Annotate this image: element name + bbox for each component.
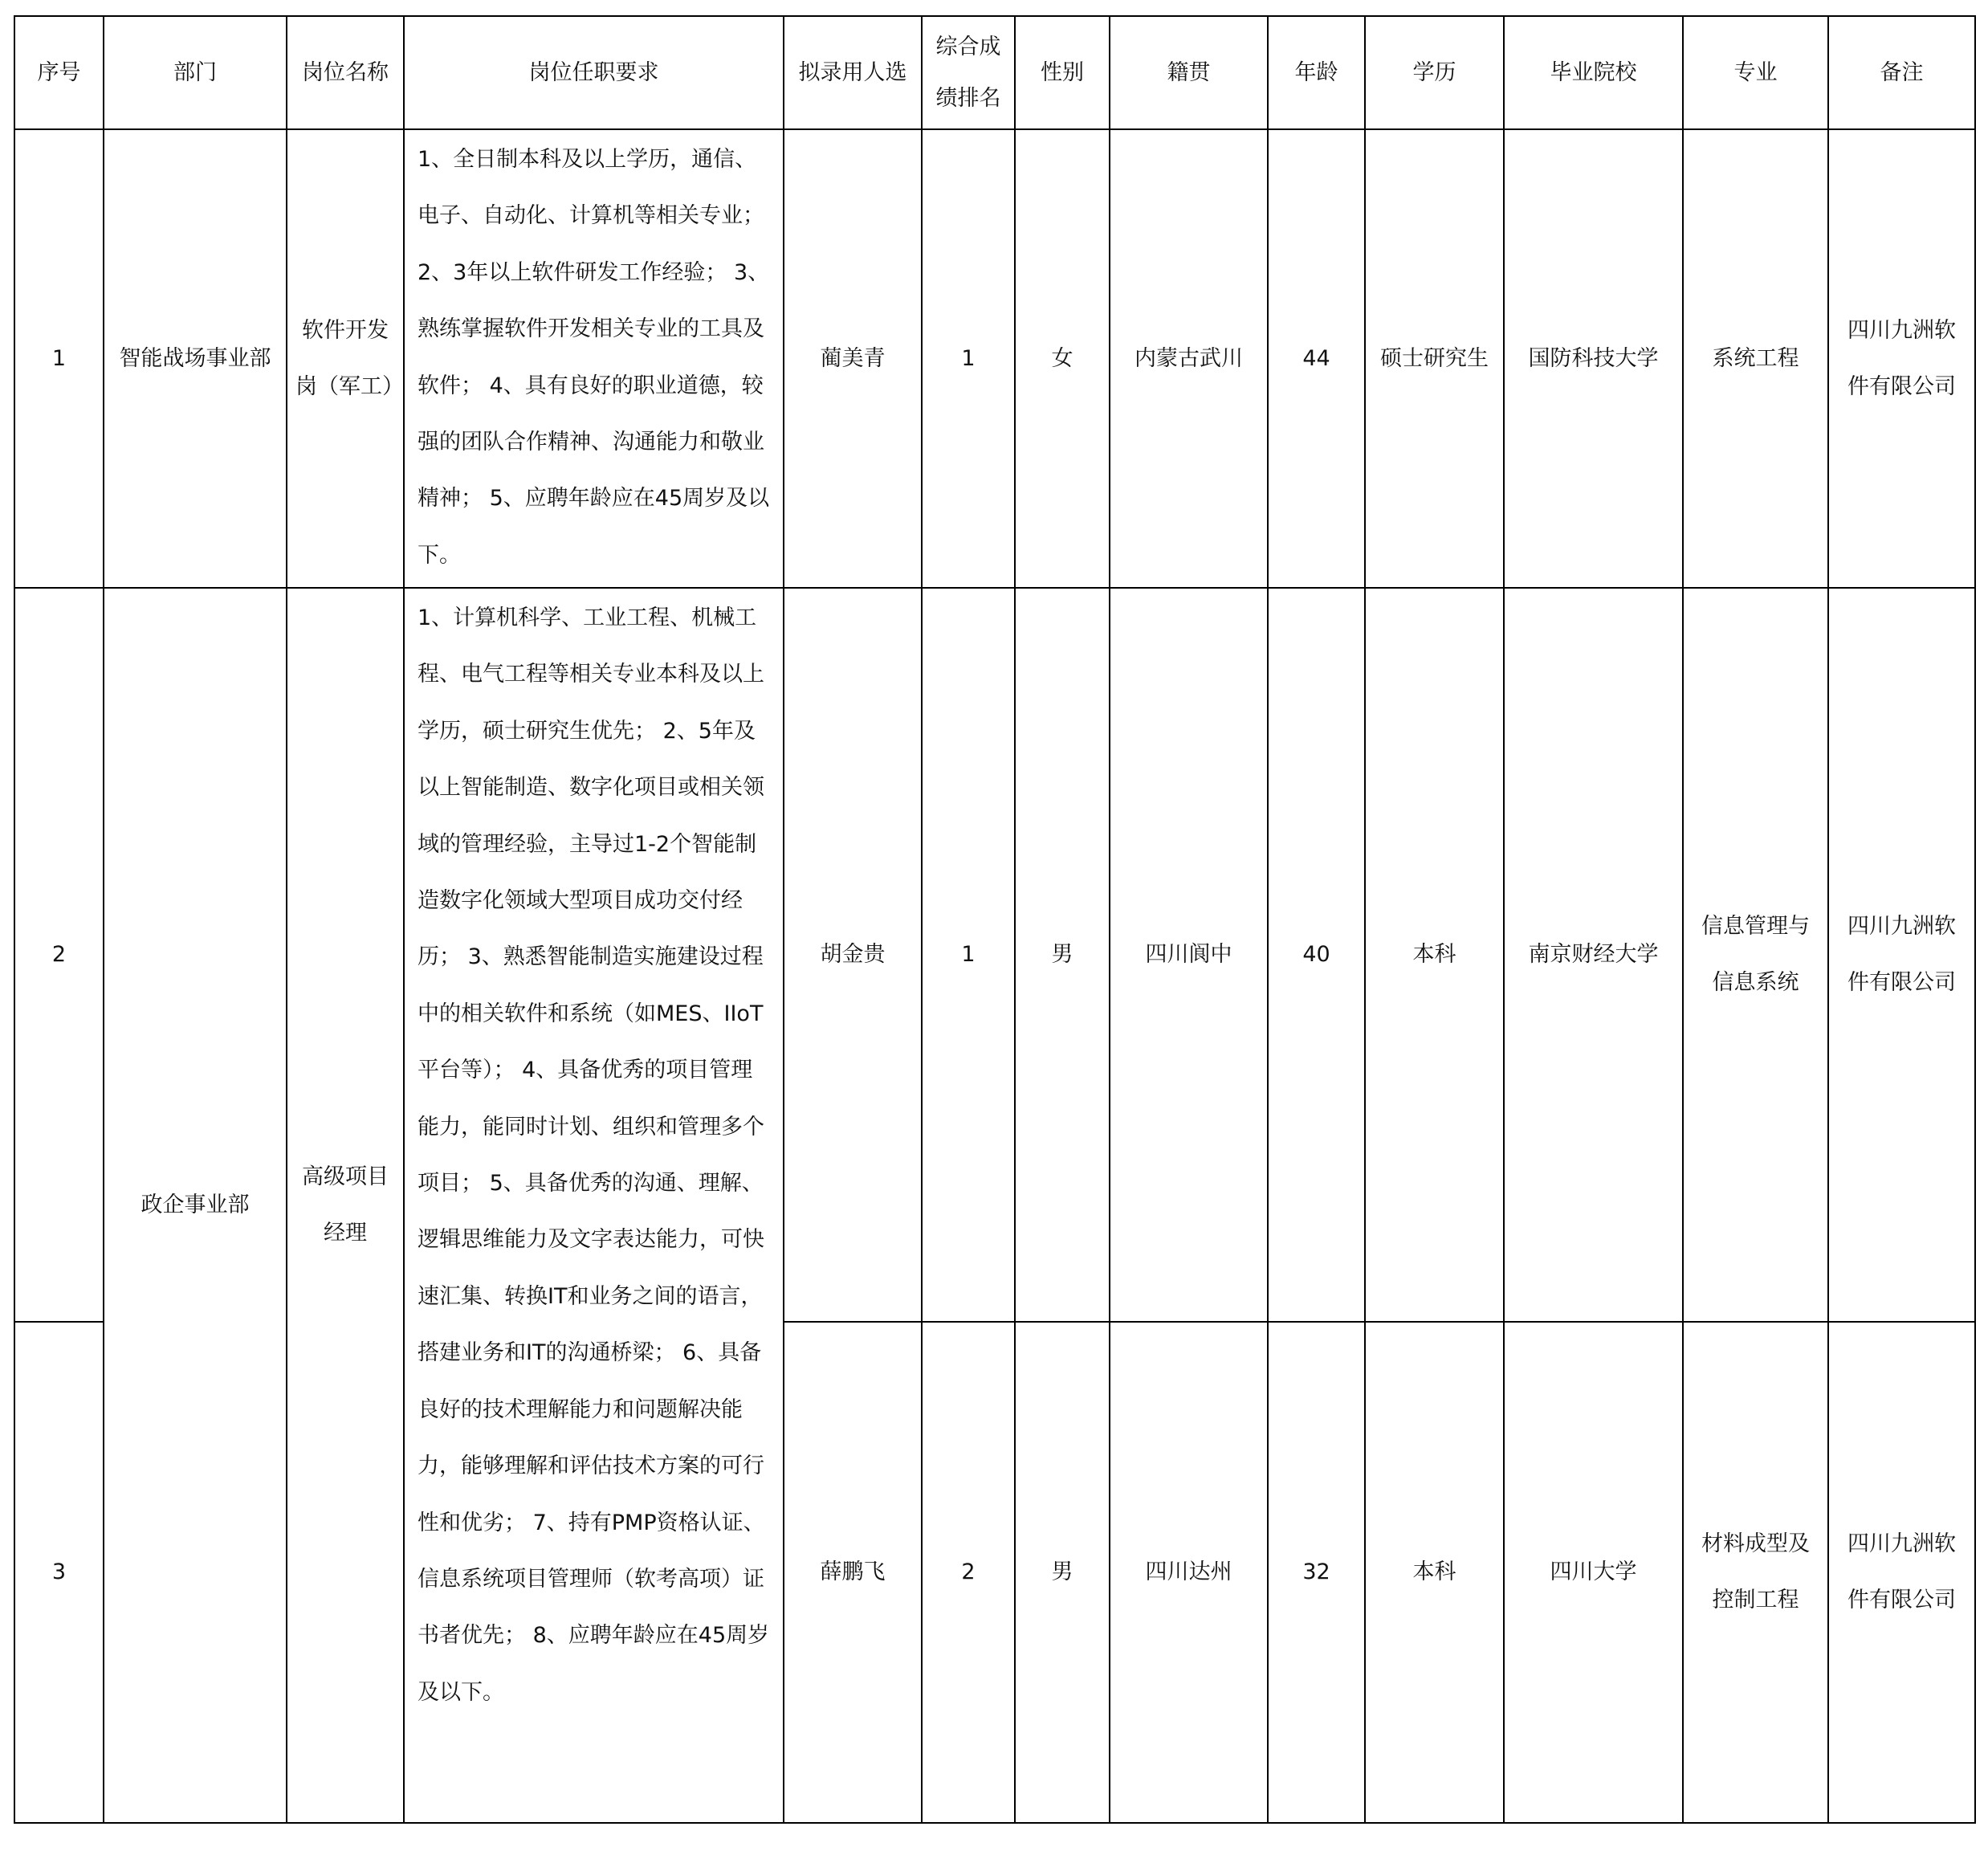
school-cell: 国防科技大学 bbox=[1504, 129, 1683, 588]
education-cell: 本科 bbox=[1365, 588, 1504, 1322]
origin-cell: 内蒙古武川 bbox=[1110, 129, 1268, 588]
requirements-cell: 1、计算机科学、工业工程、机械工程、电气工程等相关专业本科及以上学历，硕士研究生优先； 2、5年及以上智能制造、数字化项目或相关领域的管理经验，主导过1-2个智能制造数字化领域大型项目成功交付经历； 3、熟悉智能制造实施建设过程中的相关软件和系统（如MES、IIoT平台等）； 4、具备优秀的项目管理能力，能同时计划、组织和管理多个项目； 5、具备优秀的沟通、理解、逻辑思维能力及文字表达能力，可快速汇集、转换IT和业务之间的语言，搭建业务和IT的沟通桥梁； 6、具备良好的技术理解能力和问题解决能力，能够理解和评估技术方案的可行性和优劣； 7、持有PMP资格认证、信息系统项目管理师（软考高项）证书者优先； 8、应聘年龄应在45周岁及以下。 bbox=[404, 588, 784, 1823]
origin-cell: 四川达州 bbox=[1110, 1322, 1268, 1823]
age-cell: 44 bbox=[1268, 129, 1365, 588]
seq-cell: 2 bbox=[14, 588, 104, 1322]
recruitment-table bbox=[14, 15, 1976, 1824]
header-gender: 性别 bbox=[1015, 16, 1110, 129]
age-cell: 40 bbox=[1268, 588, 1365, 1322]
header-requirements: 岗位任职要求 bbox=[404, 16, 784, 129]
dept-cell: 智能战场事业部 bbox=[104, 129, 287, 588]
position-cell: 软件开发岗（军工） bbox=[287, 129, 404, 588]
header-candidate: 拟录用人选 bbox=[784, 16, 922, 129]
header-origin: 籍贯 bbox=[1110, 16, 1268, 129]
dept-cell: 政企事业部 bbox=[104, 588, 287, 1823]
header-seq: 序号 bbox=[14, 16, 104, 129]
header-education: 学历 bbox=[1365, 16, 1504, 129]
header-major: 专业 bbox=[1683, 16, 1828, 129]
rank-cell: 2 bbox=[922, 1322, 1015, 1823]
major-cell: 系统工程 bbox=[1683, 129, 1828, 588]
seq-cell: 1 bbox=[14, 129, 104, 588]
school-cell: 四川大学 bbox=[1504, 1322, 1683, 1823]
candidate-cell: 蔺美青 bbox=[784, 129, 922, 588]
origin-cell: 四川阆中 bbox=[1110, 588, 1268, 1322]
header-dept: 部门 bbox=[104, 16, 287, 129]
header-position: 岗位名称 bbox=[287, 16, 404, 129]
school-cell: 南京财经大学 bbox=[1504, 588, 1683, 1322]
age-cell: 32 bbox=[1268, 1322, 1365, 1823]
header-school: 毕业院校 bbox=[1504, 16, 1683, 129]
rank-cell: 1 bbox=[922, 129, 1015, 588]
gender-cell: 男 bbox=[1015, 1322, 1110, 1823]
gender-cell: 女 bbox=[1015, 129, 1110, 588]
major-cell: 材料成型及控制工程 bbox=[1683, 1322, 1828, 1823]
education-cell: 硕士研究生 bbox=[1365, 129, 1504, 588]
header-row bbox=[14, 16, 1975, 129]
requirements-cell: 1、全日制本科及以上学历，通信、电子、自动化、计算机等相关专业； 2、3年以上软件研发工作经验； 3、熟练掌握软件开发相关专业的工具及软件； 4、具有良好的职业道德，较强的团队合作精神、沟通能力和敬业精神； 5、应聘年龄应在45周岁及以下。 bbox=[404, 129, 784, 588]
header-rank: 综合成绩排名 bbox=[922, 16, 1015, 129]
remarks-cell: 四川九洲软件有限公司 bbox=[1828, 1322, 1975, 1823]
seq-cell: 3 bbox=[14, 1322, 104, 1823]
remarks-cell: 四川九洲软件有限公司 bbox=[1828, 588, 1975, 1322]
candidate-cell: 薛鹏飞 bbox=[784, 1322, 922, 1823]
gender-cell: 男 bbox=[1015, 588, 1110, 1322]
education-cell: 本科 bbox=[1365, 1322, 1504, 1823]
header-age: 年龄 bbox=[1268, 16, 1365, 129]
rank-cell: 1 bbox=[922, 588, 1015, 1322]
candidate-cell: 胡金贵 bbox=[784, 588, 922, 1322]
major-cell: 信息管理与信息系统 bbox=[1683, 588, 1828, 1322]
header-remarks: 备注 bbox=[1828, 16, 1975, 129]
table-row bbox=[14, 588, 1975, 1322]
table-row bbox=[14, 129, 1975, 588]
remarks-cell: 四川九洲软件有限公司 bbox=[1828, 129, 1975, 588]
position-cell: 高级项目经理 bbox=[287, 588, 404, 1823]
